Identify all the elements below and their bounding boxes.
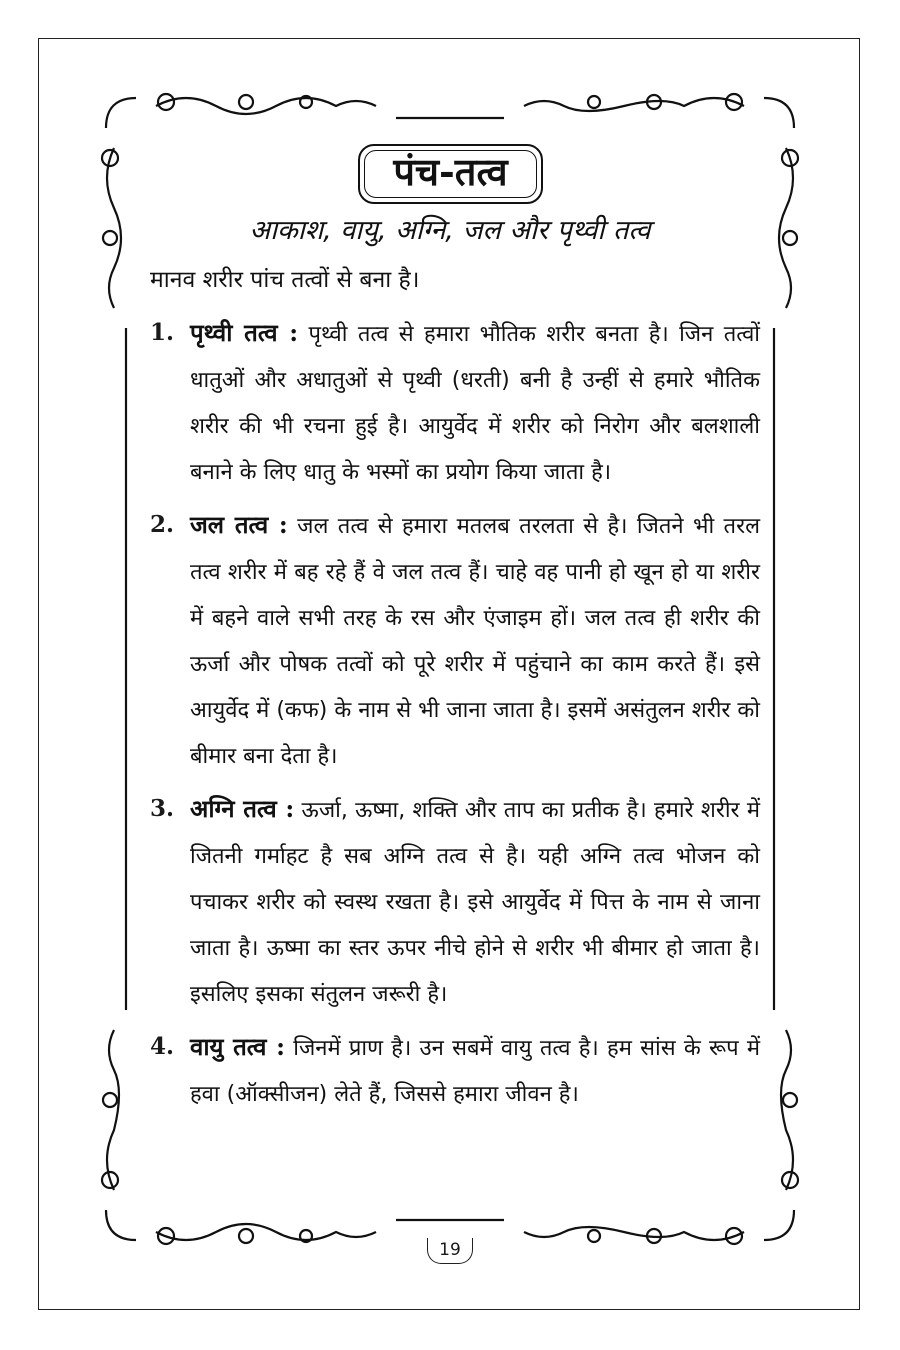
- subtitle: आकाश, वायु, अग्नि, जल और पृथ्वी तत्व: [249, 215, 651, 246]
- item-label: जल तत्व :: [190, 510, 288, 539]
- item-text: ऊर्जा, ऊष्मा, शक्ति और ताप का प्रतीक है। हमारे शरीर में जितनी गर्माहट है सब अग्नि तत्व से है। यही अग्नि तत्व भोजन को पचाकर शरीर को स्वस्थ रखता है। इसे आयुर्वेद में पित्त के नाम से जाना जाता है। ऊष्मा का स्तर ऊपर नीचे होने से शरीर भी बीमार हो जाता है। इसलिए इसका संतुलन जरूरी है।: [190, 798, 760, 1007]
- list-item: [150, 1024, 760, 1118]
- element-list: [150, 310, 760, 1124]
- item-label: अग्नि तत्व :: [190, 794, 295, 823]
- item-number: 2.: [150, 511, 175, 538]
- page-number: 19: [427, 1238, 473, 1264]
- list-item: [150, 502, 760, 780]
- item-text: पृथ्वी तत्व से हमारा भौतिक शरीर बनता है। जिन तत्वों धातुओं और अधातुओं से पृथ्वी (धरती) बनी है उन्हीं से हमारे भौतिक शरीर की भी रचना हुई है। आयुर्वेद में शरीर को निरोग और बलशाली बनाने के लिए धातु के भस्मों का प्रयोग किया जाता है।: [190, 322, 760, 485]
- list-item: [150, 310, 760, 496]
- item-label: पृथ्वी तत्व :: [190, 318, 299, 347]
- list-item: [150, 786, 760, 1018]
- item-number: 3.: [150, 795, 175, 822]
- item-label: वायु तत्व :: [190, 1032, 285, 1061]
- item-text: जिनमें प्राण है। उन सबमें वायु तत्व है। हम सांस के रूप में हवा (ऑक्सीजन) लेते हैं, जिससे हमारा जीवन है।: [190, 1036, 760, 1107]
- page-title: पंच-तत्व: [358, 144, 543, 204]
- item-text: जल तत्व से हमारा मतलब तरलता से है। जितने भी तरल तत्व शरीर में बह रहे हैं वे जल तत्व हैं। चाहे वह पानी हो खून हो या शरीर में बहने वाले सभी तरह के रस और एंजाइम हों। जल तत्व ही शरीर की ऊर्जा और पोषक तत्वों को पूरे शरीर में पहुंचाने का काम करते हैं। इसे आयुर्वेद में (कफ) के नाम से भी जाना जाता है। इसमें असंतुलन शरीर को बीमार बना देता है।: [190, 514, 760, 769]
- intro-text: मानव शरीर पांच तत्वों से बना है।: [150, 267, 420, 293]
- item-number: 4.: [150, 1033, 175, 1060]
- item-number: 1.: [150, 319, 175, 346]
